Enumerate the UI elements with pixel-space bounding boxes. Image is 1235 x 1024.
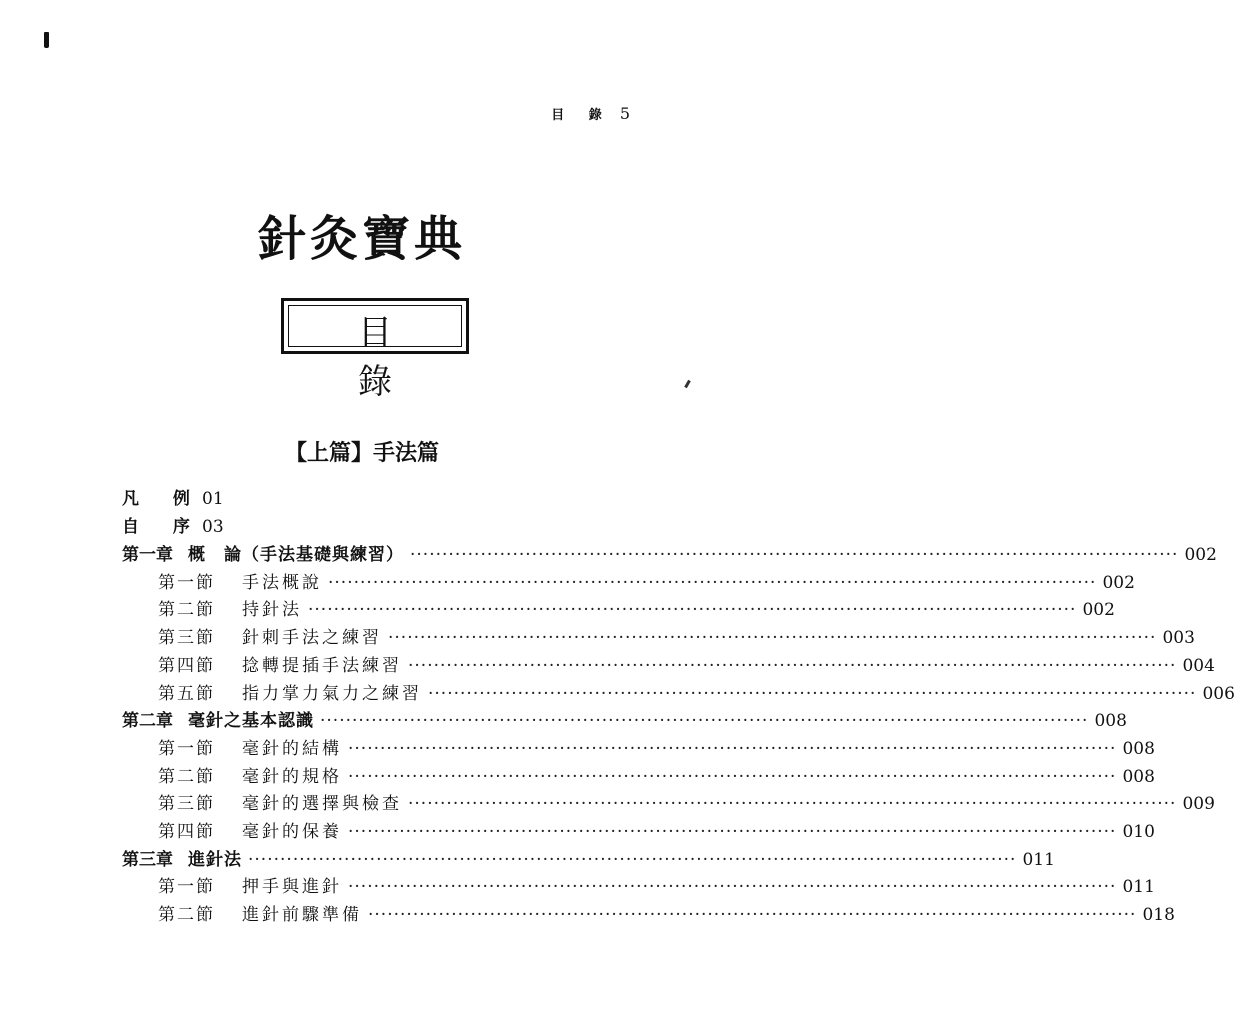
toc-section-entry[interactable] bbox=[158, 652, 1215, 680]
toc-entry-title: 押手與進針 bbox=[242, 877, 342, 898]
toc-entry-label bbox=[122, 541, 404, 569]
dot-leader: ························································································································ bbox=[410, 545, 1179, 565]
toc-entry-label bbox=[122, 846, 242, 874]
toc-entry-number: 第四節 bbox=[158, 822, 215, 842]
toc-entry-page: 004 bbox=[1182, 655, 1215, 676]
toc-entry-page: 006 bbox=[1202, 683, 1235, 704]
toc-entry-label bbox=[158, 873, 342, 901]
toc-entry-label bbox=[158, 901, 362, 929]
dot-leader: ························································································································ bbox=[428, 683, 1197, 704]
toc-entry-title: 毫針之基本認識 bbox=[188, 711, 314, 732]
toc-entry-label bbox=[122, 707, 314, 735]
toc-section-entry[interactable] bbox=[158, 680, 1235, 708]
dot-leader: ························································································································ bbox=[348, 738, 1117, 759]
toc-entry-title: 毫針的保養 bbox=[242, 822, 342, 842]
dot-leader: ························································································································ bbox=[408, 655, 1177, 676]
running-header-page-number: 5 bbox=[619, 104, 632, 123]
front-matter-item[interactable] bbox=[122, 513, 224, 541]
dot-leader: ························································································································ bbox=[348, 822, 1117, 842]
toc-entry-number: 第一節 bbox=[158, 877, 215, 898]
toc-entry-page: 003 bbox=[1162, 628, 1195, 649]
toc-entry-page: 008 bbox=[1122, 766, 1155, 787]
toc-entry-page: 011 bbox=[1022, 849, 1055, 870]
toc-entry-label bbox=[158, 569, 322, 597]
toc-entry-number: 第二節 bbox=[158, 600, 215, 621]
front-matter-page: 01 bbox=[202, 489, 224, 509]
toc-entry-page: 018 bbox=[1142, 905, 1175, 926]
running-header bbox=[551, 104, 632, 123]
toc-entry-number: 第一章 bbox=[122, 545, 173, 565]
front-matter-page: 03 bbox=[202, 517, 224, 537]
toc-entry-number: 第三節 bbox=[158, 628, 215, 649]
toc-entry-title: 捻轉提插手法練習 bbox=[242, 655, 402, 676]
running-header-section: 目 錄 bbox=[551, 108, 612, 123]
book-title: 針灸寶典 bbox=[257, 211, 466, 267]
toc-chapter-entry[interactable] bbox=[122, 707, 1127, 735]
toc-entry-title: 手法概說 bbox=[242, 572, 322, 593]
toc-section-entry[interactable] bbox=[158, 763, 1155, 791]
toc-entry-title: 毫針的選擇與檢查 bbox=[242, 794, 402, 815]
toc-section-entry[interactable] bbox=[158, 901, 1175, 929]
toc-entry-number: 第一節 bbox=[158, 738, 215, 759]
toc-entry-page: 008 bbox=[1122, 738, 1155, 759]
dot-leader: ························································································································ bbox=[320, 711, 1089, 732]
toc-section-entry[interactable] bbox=[158, 873, 1155, 901]
toc-entry-page: 002 bbox=[1184, 545, 1217, 565]
toc-section-entry[interactable] bbox=[158, 790, 1215, 818]
toc-section-entry[interactable] bbox=[158, 624, 1195, 652]
toc-entry-page: 008 bbox=[1094, 711, 1127, 732]
toc-entry-number: 第一節 bbox=[158, 572, 215, 593]
toc-entry-number: 第三章 bbox=[122, 849, 173, 870]
toc-section-entry[interactable] bbox=[158, 735, 1155, 763]
toc-entry-title: 指力掌力氣力之練習 bbox=[242, 683, 422, 704]
toc-entry-title: 概 論（手法基礎與練習） bbox=[188, 545, 404, 565]
toc-entry-title: 針刺手法之練習 bbox=[242, 628, 382, 649]
front-matter-label: 自 序 bbox=[122, 517, 204, 537]
toc-entry-label bbox=[158, 790, 402, 818]
toc-heading: 目 錄 bbox=[358, 313, 428, 402]
toc-entry-title: 進針前驟準備 bbox=[242, 905, 362, 926]
toc-entry-page: 002 bbox=[1102, 572, 1135, 593]
front-matter-label: 凡 例 bbox=[122, 489, 204, 509]
dot-leader: ························································································································ bbox=[368, 905, 1137, 926]
toc-entry-page: 010 bbox=[1122, 822, 1155, 842]
dot-leader: ························································································································ bbox=[308, 600, 1077, 621]
toc-entry-number: 第二節 bbox=[158, 905, 215, 926]
toc-chapter-entry[interactable] bbox=[122, 846, 1055, 874]
toc-entry-title: 進針法 bbox=[188, 849, 242, 870]
toc-chapter-entry[interactable] bbox=[122, 541, 1217, 569]
dot-leader: ························································································································ bbox=[348, 766, 1117, 787]
toc-entry-label bbox=[158, 735, 342, 763]
toc-entry-number: 第五節 bbox=[158, 683, 215, 704]
toc-entry-number: 第四節 bbox=[158, 655, 215, 676]
dot-leader: ························································································································ bbox=[328, 572, 1097, 593]
scan-mark bbox=[44, 32, 49, 48]
toc-section-entry[interactable] bbox=[158, 818, 1155, 846]
toc-entry-label bbox=[158, 818, 342, 846]
toc-entry-number: 第三節 bbox=[158, 794, 215, 815]
toc-entry-title: 毫針的規格 bbox=[242, 766, 342, 787]
toc-entry-title: 持針法 bbox=[242, 600, 302, 621]
dot-leader: ························································································································ bbox=[248, 849, 1017, 870]
toc-entry-title: 毫針的結構 bbox=[242, 738, 342, 759]
toc-entry-page: 011 bbox=[1122, 877, 1155, 898]
toc-heading-box bbox=[281, 298, 469, 402]
part-title: 【上篇】手法篇 bbox=[284, 441, 439, 466]
dot-leader: ························································································································ bbox=[408, 794, 1177, 815]
dot-leader: ························································································································ bbox=[388, 628, 1157, 649]
toc-entry-number: 第二章 bbox=[122, 711, 173, 732]
toc-entry-page: 002 bbox=[1082, 600, 1115, 621]
toc-entry-label bbox=[158, 596, 302, 624]
toc-section-entry[interactable] bbox=[158, 569, 1135, 597]
toc-entry-label bbox=[158, 624, 382, 652]
toc-entry-label bbox=[158, 680, 422, 708]
toc-entry-number: 第二節 bbox=[158, 766, 215, 787]
toc-entry-page: 009 bbox=[1182, 794, 1215, 815]
toc-section-entry[interactable] bbox=[158, 596, 1115, 624]
scan-mark-side bbox=[684, 380, 691, 388]
toc-entry-label bbox=[158, 763, 342, 791]
dot-leader: ························································································································ bbox=[348, 877, 1117, 898]
toc-entry-label bbox=[158, 652, 402, 680]
front-matter-item[interactable] bbox=[122, 485, 224, 513]
